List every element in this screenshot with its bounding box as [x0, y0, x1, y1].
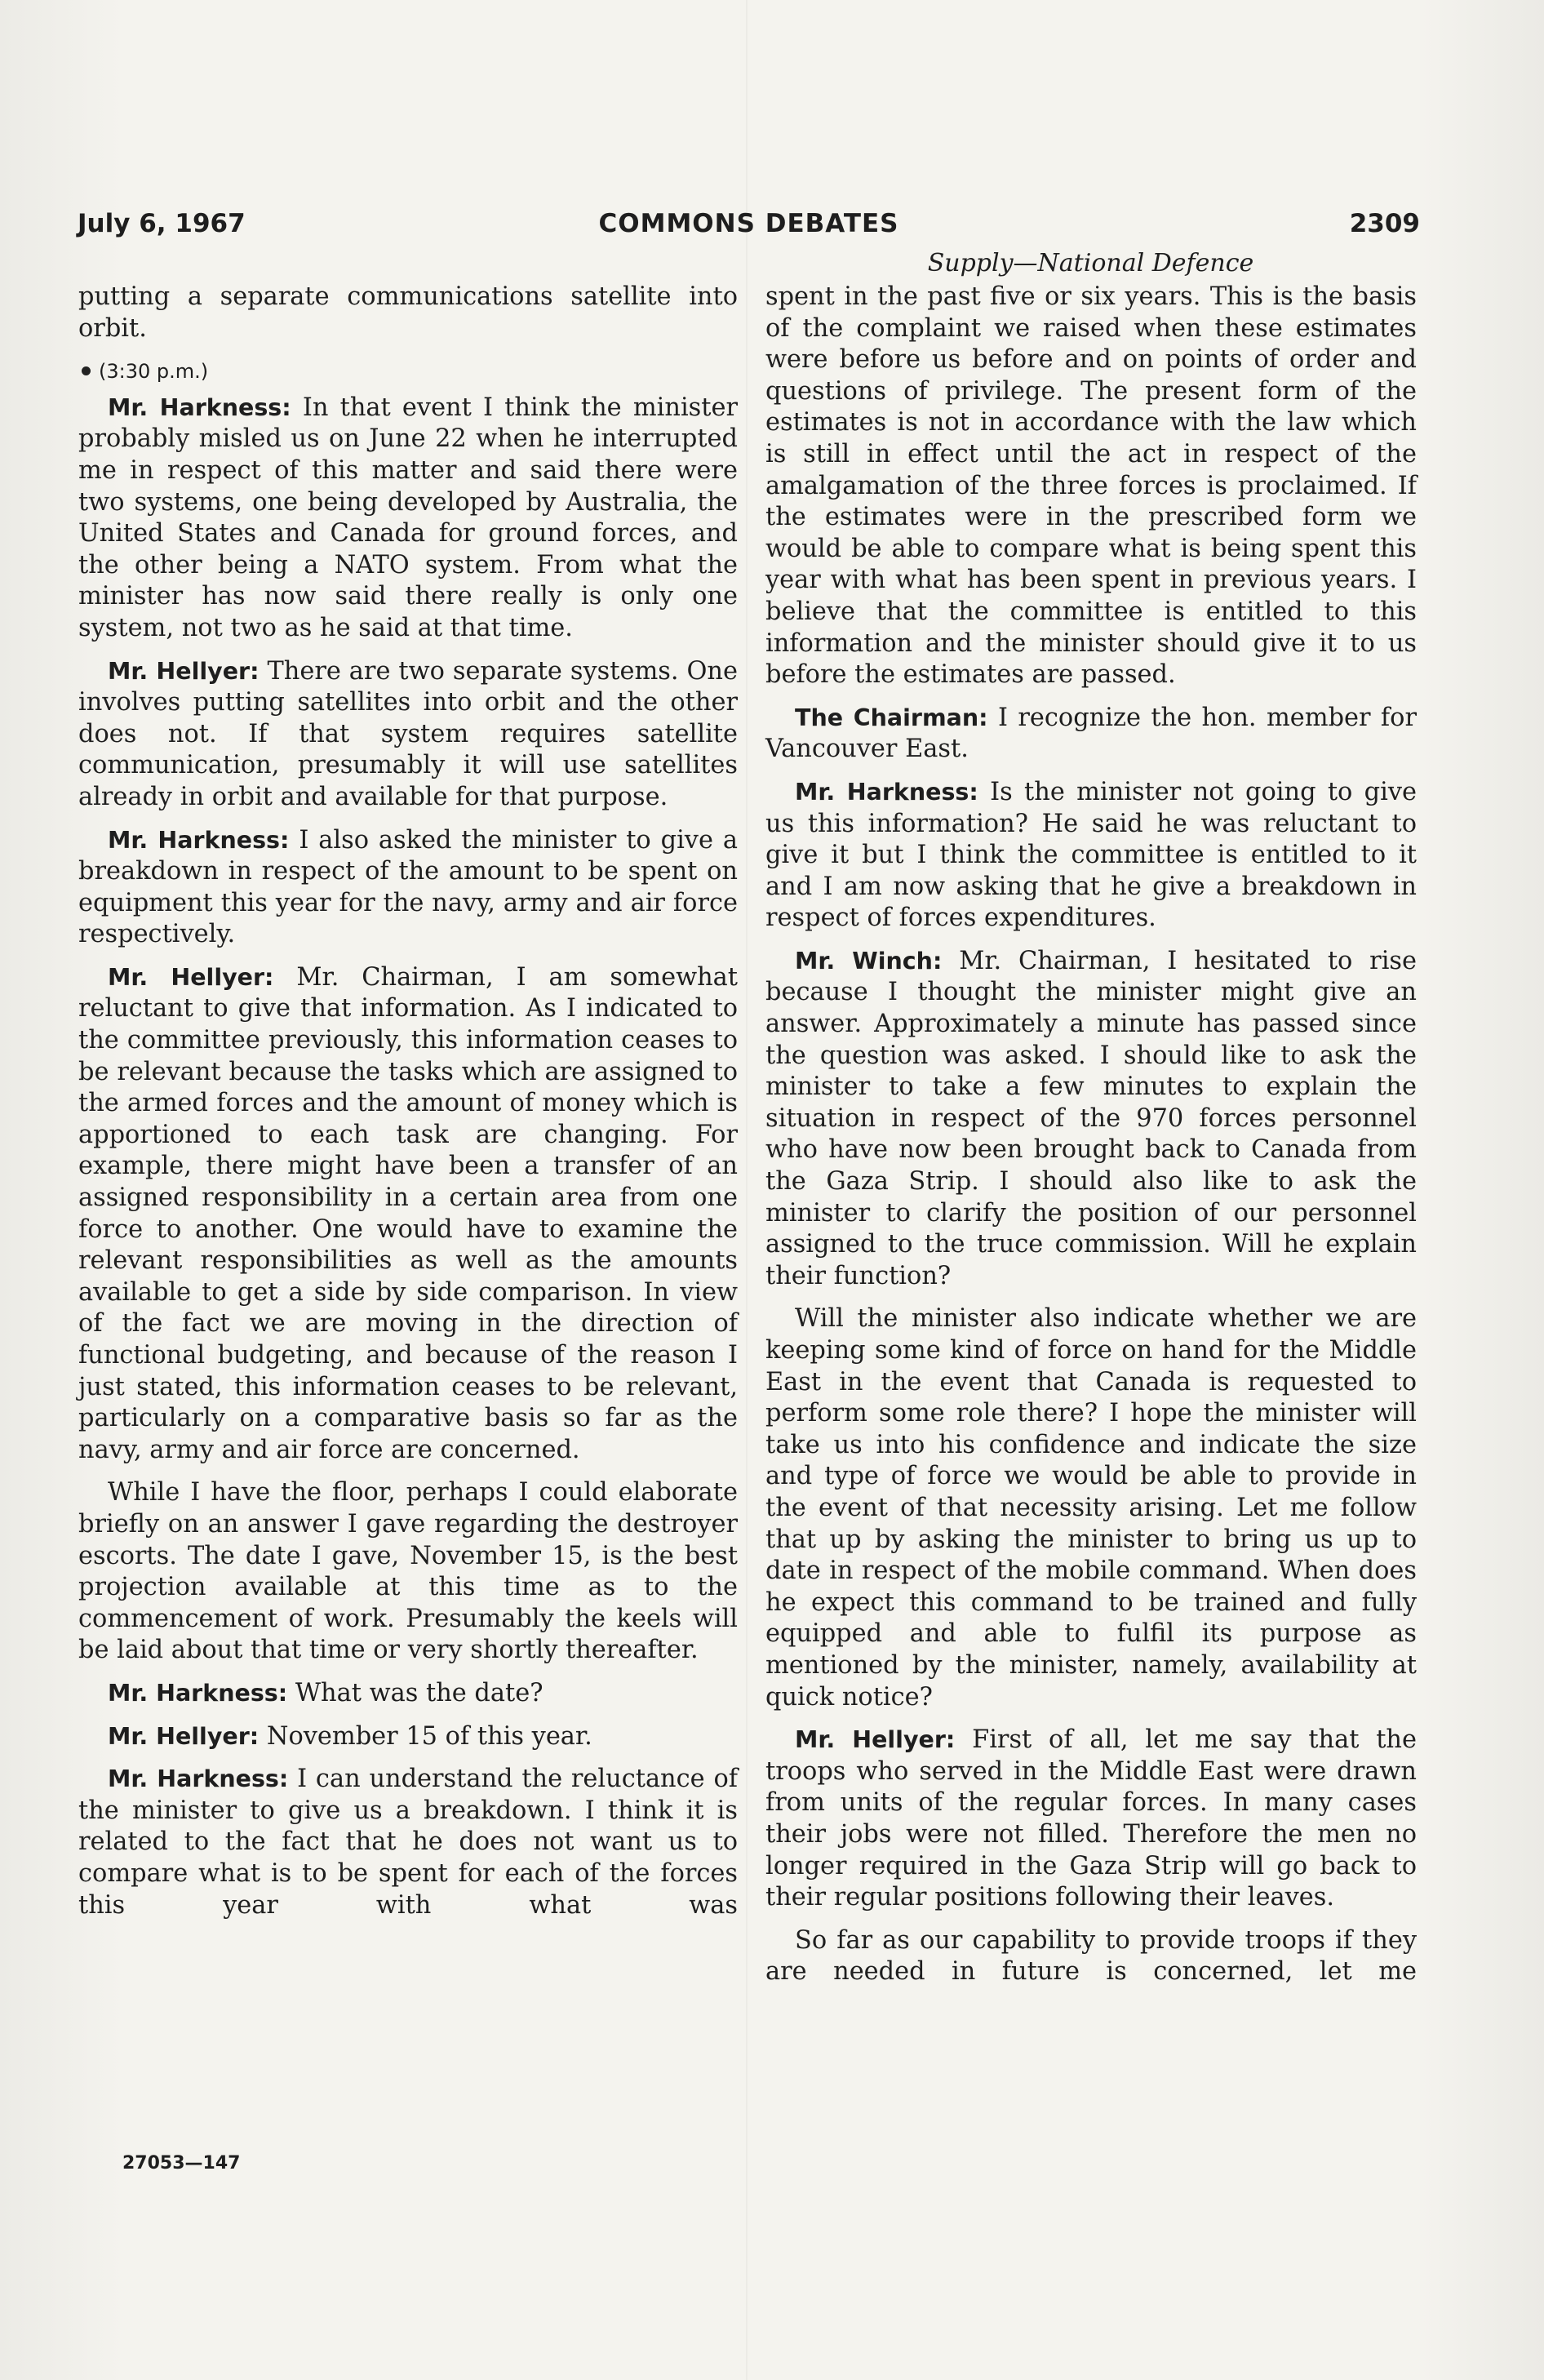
speech-text: While I have the floor, perhaps I could elaborate briefly on an answer I gave regarding the destroyer escorts. The date I gave, November 15, is the best projection available at this time as to the commencement of work. Presumably the keels will be laid about that time or very shortly thereafter. — [78, 1478, 738, 1665]
speech-text: I recognize the hon. member for Vancouver East. — [765, 703, 1418, 764]
subject-heading: Supply—National Defence — [927, 249, 1254, 278]
speech-paragraph — [78, 282, 738, 344]
speaker-name: Mr. Hellyer: — [108, 657, 260, 685]
speech-text: So far as our capability to provide troops if they are needed in future is concerned, let me — [765, 1925, 1417, 1987]
speech-paragraph — [765, 946, 1417, 1293]
speaker-name: Mr. Harkness: — [795, 778, 978, 806]
speech-paragraph — [78, 1721, 738, 1753]
speaker-name: Mr. Harkness: — [108, 1765, 289, 1793]
time-stamp-text: (3:30 p.m.) — [99, 360, 209, 384]
speech-text: Will the minister also indicate whether we are keeping some kind of force on hand for the Middle East in the event that Canada is requested to perform some role there? I hope the minister will take us into his confidence and indicate the size and type of force we would be able to provide in the event of that necessity arising. Let me follow that up by asking the minister to bring us up to date in respect of the mobile command. When does he expect this command to be trained and fully equipped and able to fulfil its purpose as mentioned by the minister, namely, availability at quick notice? — [765, 1304, 1417, 1712]
bullet-icon — [82, 366, 91, 375]
speech-paragraph — [765, 703, 1417, 766]
running-header — [78, 209, 1420, 246]
speech-text: putting a separate communications satellite into orbit. — [78, 282, 738, 343]
time-stamp — [78, 356, 738, 388]
speaker-name: Mr. Harkness: — [108, 393, 291, 421]
speech-text: Mr. Chairman, I hesitated to rise because I thought the minister might give an answer. Approximately a minute has passed since the question was asked. I should like to ask the minister to take a few minutes to explain the situation in respect of the 970 forces personnel who have now been brought back to Canada from the Gaza Strip. I should also like to ask the minister to clarify the position of our personnel assigned to the truce commission. Will he explain their function? — [765, 946, 1417, 1290]
speech-text: What was the date? — [295, 1678, 544, 1707]
header-title: COMMONS DEBATES — [598, 209, 899, 238]
footer-code: 27053—147 — [122, 2153, 241, 2174]
speech-text: spent in the past five or six years. This is the basis of the complaint we raised when these estimates were before us before and on points of order and questions of privilege. The present form of the estimates is not in accordance with the law which is still in effect until the act in respect of the amalgamation of the three forces is proclaimed. If the estimates were in the prescribed form we would be able to compare what is being spent this year with what has been spent in previous years. I believe that the committee is entitled to this information and the minister should give it to us before the estimates are passed. — [765, 282, 1417, 690]
speaker-name: Mr. Hellyer: — [795, 1726, 956, 1754]
page-number: 2309 — [1349, 209, 1420, 238]
speech-text: November 15 of this year. — [266, 1721, 592, 1751]
speech-paragraph — [765, 777, 1417, 935]
speech-paragraph — [78, 656, 738, 814]
speech-paragraph — [78, 825, 738, 951]
page-fold — [746, 0, 748, 2380]
speech-paragraph — [78, 393, 738, 645]
speech-text: I also asked the minister to give a breakdown in respect of the amount to be spent on equipment this year for the navy, army and air force respectively. — [78, 825, 738, 949]
speaker-name: Mr. Hellyer: — [108, 963, 274, 991]
speaker-name: Mr. Harkness: — [108, 1679, 288, 1707]
speech-paragraph — [765, 1303, 1417, 1713]
speech-paragraph — [78, 1678, 738, 1710]
speech-paragraph — [78, 1764, 738, 1921]
speech-text: In that event I think the minister probably misled us on June 22 when he interrupted me in respect of this matter and said there were two systems, one being developed by Australia, the United States and Canada for ground forces, and the other being a NATO system. From what the minister has now said there really is only one system, not two as he said at that time. — [78, 393, 738, 642]
speaker-name: Mr. Harkness: — [108, 826, 290, 854]
header-date: July 6, 1967 — [78, 209, 246, 238]
speech-text: Is the minister not going to give us this information? He said he was reluctant to give it but I think the committee is entitled to it and I am now asking that he give a breakdown in respect of forces expenditures. — [765, 777, 1418, 933]
speaker-name: The Chairman: — [795, 704, 988, 731]
speech-paragraph — [78, 1477, 738, 1667]
left-column — [78, 282, 738, 1933]
speaker-name: Mr. Hellyer: — [108, 1722, 260, 1750]
speech-text: Mr. Chairman, I am somewhat reluctant to give that information. As I indicated to the committee previously, this information ceases to be relevant because the tasks which are assigned to the armed forces and the amount of money which is apportioned to each task are changing. For example, there might have been a transfer of an assigned responsibility in a certain area from one force to another. One would have to examine the relevant responsibilities as well as the amounts available to get a side by side comparison. In view of the fact we are moving in the direction of functional budgeting, and because of the reason I just stated, this information ceases to be relevant, particularly on a comparative basis so far as the navy, army and air force are concerned. — [78, 962, 738, 1464]
right-column — [765, 282, 1417, 2000]
speech-paragraph — [765, 1725, 1417, 1914]
speech-text: I can understand the reluctance of the minister to give us a breakdown. I think it is related to the fact that he does not want us to compare what is to be spent for each of the forces this year with what was — [78, 1765, 738, 1920]
speech-text: First of all, let me say that the troops who served in the Middle East were drawn from units of the regular forces. In many cases their jobs were not filled. Therefore the men no longer required in the Gaza Strip will go back to their regular positions following their leaves. — [765, 1725, 1417, 1912]
speech-text: There are two separate systems. One involves putting satellites into orbit and the other does not. If that system requires satellite communication, presumably it will use satellites already in orbit and available for that purpose. — [78, 656, 738, 811]
speech-paragraph — [78, 962, 738, 1467]
speaker-name: Mr. Winch: — [795, 947, 943, 975]
speech-paragraph — [765, 282, 1417, 691]
speech-paragraph — [765, 1925, 1417, 1988]
